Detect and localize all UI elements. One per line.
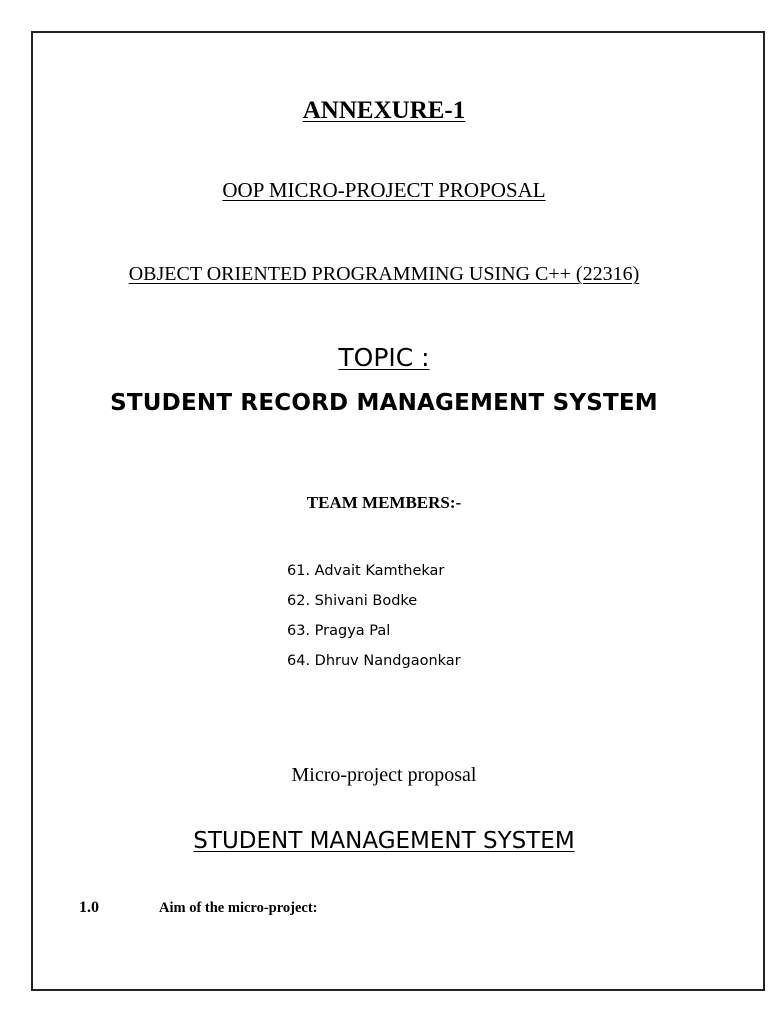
topic-title: STUDENT RECORD MANAGEMENT SYSTEM <box>110 390 658 416</box>
annexure-heading: ANNEXURE-1 <box>302 97 466 124</box>
team-member-item: 63. Pragya Pal <box>287 623 391 639</box>
subject-title: OBJECT ORIENTED PROGRAMMING USING C++ (22316) <box>128 263 640 285</box>
micro-project-proposal-label: Micro-project proposal <box>291 764 477 786</box>
proposal-title: OOP MICRO-PROJECT PROPOSAL <box>222 178 546 202</box>
section-number: 1.0 <box>79 899 99 916</box>
team-member-item: 64. Dhruv Nandgaonkar <box>287 653 461 669</box>
team-member-item: 62. Shivani Bodke <box>287 593 418 609</box>
topic-label: TOPIC : <box>338 343 430 372</box>
team-members-heading: TEAM MEMBERS:- <box>306 493 462 512</box>
micro-project-system-title: STUDENT MANAGEMENT SYSTEM <box>193 828 575 854</box>
team-member-item: 61. Advait Kamthekar <box>287 563 445 579</box>
section-label: Aim of the micro-project: <box>159 900 318 916</box>
team-members-list <box>287 561 461 681</box>
